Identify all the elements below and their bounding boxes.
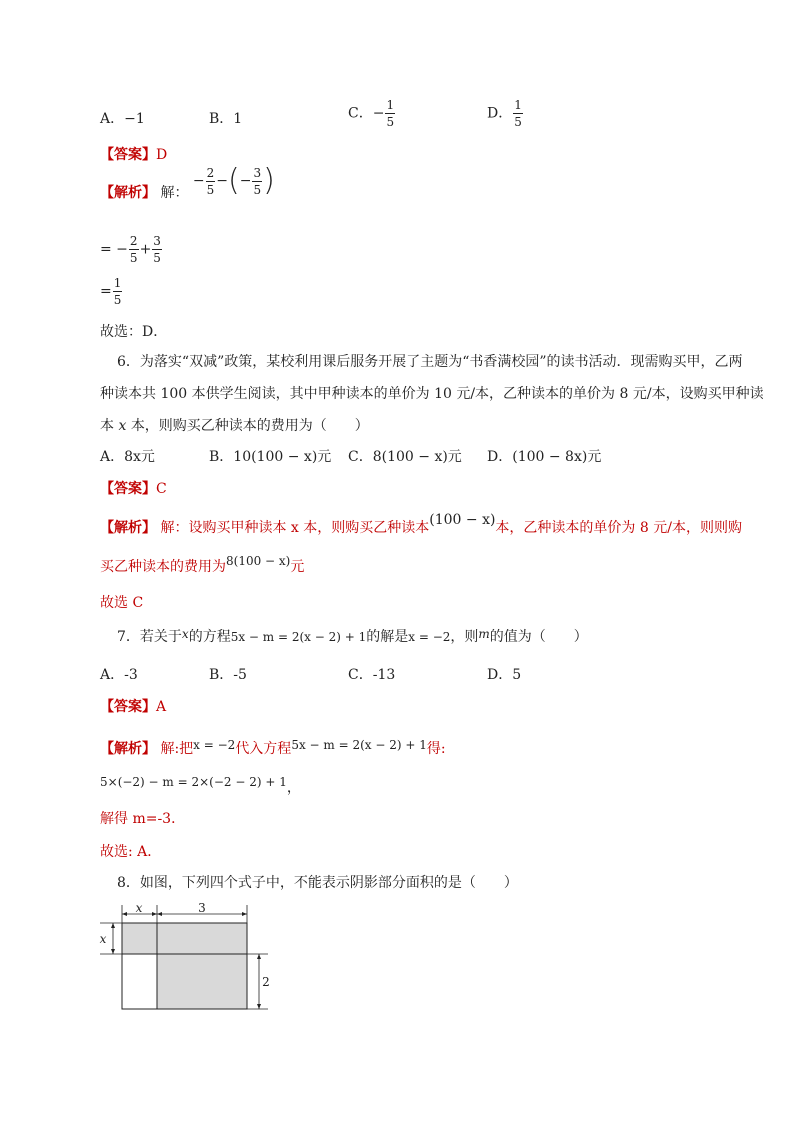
q5-answer: 【答案】D <box>100 147 168 163</box>
shaded-bottom <box>157 954 247 1009</box>
q6-option-b: B．10(100 − x)元 <box>209 449 332 465</box>
q7-option-d: D．5 <box>487 667 522 683</box>
blank-bottom-left <box>122 954 157 1009</box>
label-left-x: x <box>99 932 107 946</box>
q7-step2: 解得 m=-3． <box>100 811 186 827</box>
q6-option-d: D．(100 − 8x)元 <box>487 449 602 465</box>
q6-conclusion: 故选 C <box>100 595 144 611</box>
q6-analysis-line1: 【解析】 解：设购买甲种读本 x 本，则购买乙种读本(100 − x)本，乙种读本的单价为 8 元/本，则则购 <box>100 512 742 536</box>
q6-stem-line3: 本 x 本，则购买乙种读本的费用为（ ） <box>100 418 369 434</box>
q5-option-b: B．1 <box>209 111 243 127</box>
q5-step3: = $\frac{1}{5}$ <box>100 276 122 307</box>
q7-answer: 【答案】A <box>100 699 167 715</box>
label-top-3: 3 <box>198 901 206 915</box>
q7-option-b: B．-5 <box>209 667 247 683</box>
q6-stem-line2: 种读本共 100 本供学生阅读，其中甲种读本的单价为 10 元/本，乙种读本的单价为 8 元/本，设购买甲种读 <box>100 386 764 402</box>
q6-option-c: C．8(100 − x)元 <box>348 449 462 465</box>
q7-analysis: 【解析】 解:把x = −2代入方程5x − m = 2(x − 2) + 1得: <box>100 738 446 757</box>
q5-option-c: C．− $\frac{1}{5}$ <box>348 98 395 129</box>
label-top-x: x <box>135 901 143 915</box>
q7-option-a: A．-3 <box>100 667 138 683</box>
q8-figure <box>96 900 276 1015</box>
q7-stem: 7．若关于x的方程5x − m = 2(x − 2) + 1的解是x = −2，则m的值为（ ） <box>117 627 588 645</box>
q6-option-a: A．8x元 <box>100 449 155 465</box>
q6-stem-line1: 6．为落实“双减”政策，某校利用课后服务开展了主题为“书香满校园”的读书活动．现需购买甲，乙两 <box>117 354 743 370</box>
label-right-2: 2 <box>262 975 270 989</box>
q5-option-d: D． $\frac{1}{5}$ <box>487 98 522 129</box>
q6-analysis-line2: 买乙种读本的费用为8(100 − x)元 <box>100 554 305 575</box>
q5-conclusion: 故选：D． <box>100 324 168 340</box>
q6-answer: 【答案】C <box>100 481 167 497</box>
q7-option-c: C．-13 <box>348 667 396 683</box>
q7-conclusion: 故选: A． <box>100 844 162 860</box>
shaded-large-top <box>157 923 247 954</box>
q5-option-a: A．−1 <box>100 111 145 127</box>
q8-stem: 8．如图，下列四个式子中，不能表示阴影部分面积的是（ ） <box>117 875 518 891</box>
q7-step1: 5×(−2) − m = 2×(−2 − 2) + 1， <box>100 775 301 796</box>
q5-analysis: 【解析】 解： − $\frac{2}{5}$ −(− $\frac{3}{5}$ ) <box>100 163 275 201</box>
q5-step2: = − $\frac{2}{5}$ + $\frac{3}{5}$ <box>100 234 161 265</box>
shaded-small-top <box>122 923 157 954</box>
